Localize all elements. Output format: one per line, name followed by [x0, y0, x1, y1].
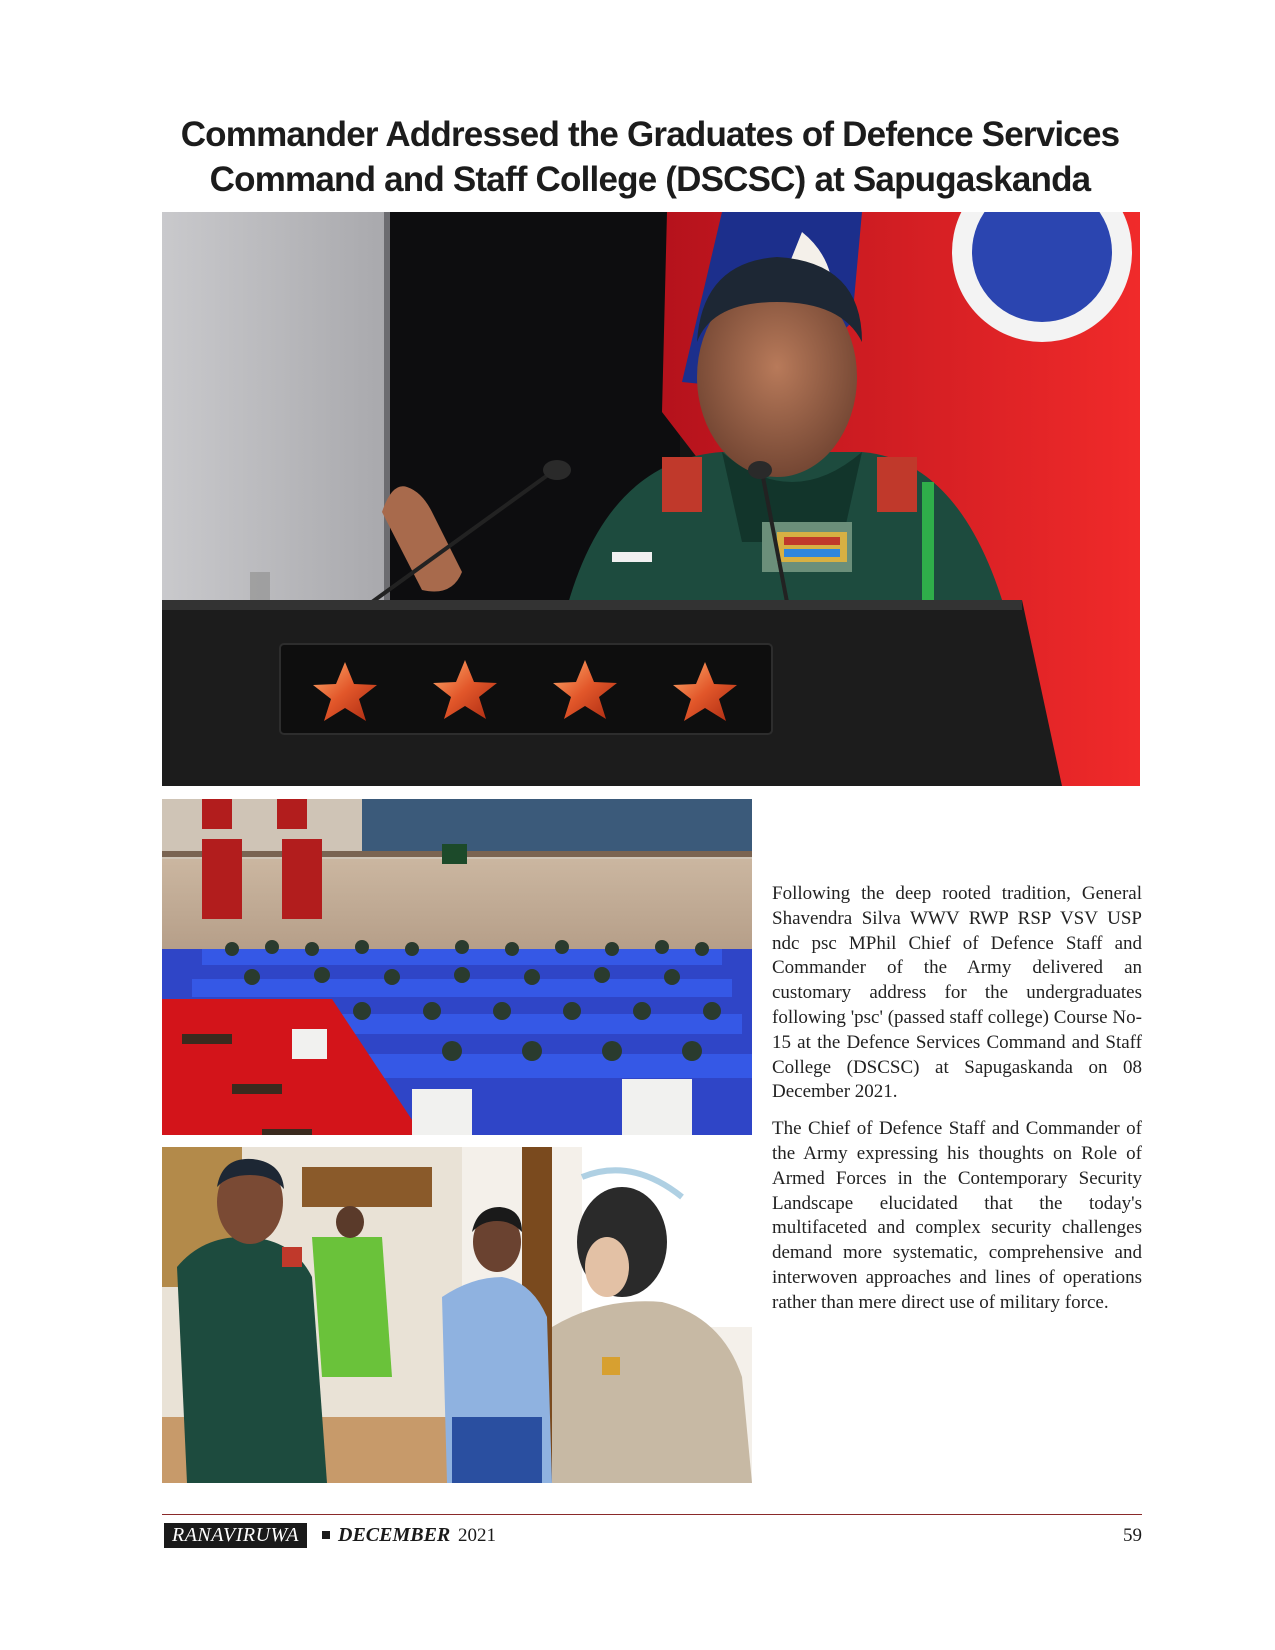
- footer-bullet-icon: [322, 1531, 330, 1539]
- article-paragraph-1: Following the deep rooted tradition, General Shavendra Silva WWV RWP RSP VSV USP ndc psc MPhil Chief of Defence Staff and Commander of the Army delivered an customary address for the undergraduates following 'psc' (passed staff college) Course No-15 at the Defence Services Command and Staff College (DSCSC) at Sapugaskanda on 08 December 2021.: [772, 883, 1142, 1103]
- photo-audience-auditorium: [162, 799, 752, 1135]
- photo-commander-at-podium: [162, 212, 1140, 786]
- article-paragraph-2: The Chief of Defence Staff and Commander of the Army expressing his thoughts on Role of Armed Forces in the Contemporary Security Landscape elucidated that the today's multifaceted and complex security challenges demand more systematic, comprehensive and interwoven approaches and lines of operations rather than mere direct use of military force.: [772, 1118, 1142, 1313]
- publication-name: RANAVIRUWA: [164, 1523, 307, 1548]
- article-title-line-1: Commander Addressed the Graduates of Defence Services: [180, 115, 1120, 154]
- footer-rule: [162, 1514, 1142, 1515]
- article-body: [772, 882, 1142, 1328]
- photo-commander-reception: [162, 1147, 752, 1483]
- issue-month: DECEMBER: [338, 1524, 451, 1546]
- page-footer: [162, 1523, 1142, 1549]
- page-number: 59: [1123, 1525, 1142, 1546]
- issue-year: 2021: [458, 1525, 496, 1546]
- article-title: [160, 112, 1140, 202]
- article-title-line-2: Command and Staff College (DSCSC) at Sapugaskanda: [209, 160, 1091, 199]
